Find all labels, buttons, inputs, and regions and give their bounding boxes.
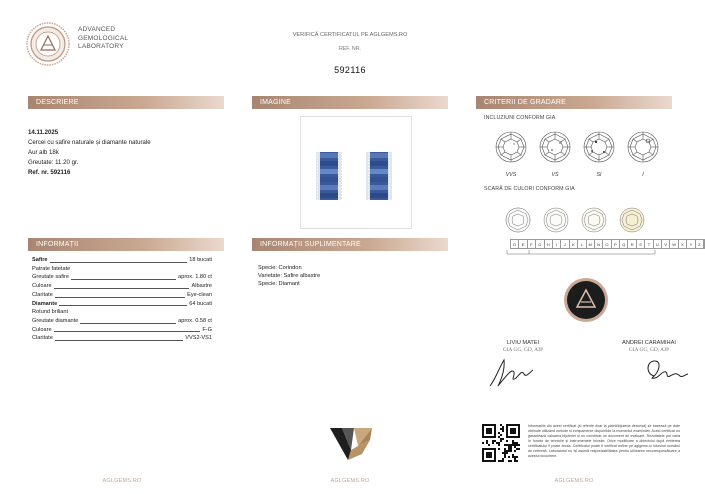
color-diagrams <box>504 206 664 238</box>
color-scale-grade: H <box>545 240 553 248</box>
lab-name-line: GEMOLOGICAL <box>78 34 129 42</box>
legal-text: Informațiile din acest certificat (și referite doar la piatră/bijuteria descrisă) se bazează pe date obținute utilizând metode și echipamente disponibile la momentul examinării. Acest certificat nu garantează valoarea bijuteriei și nu constituie un document de evaluare. Rezultatele pot varia în funcție de tehnicile și instrumentele folosite. Orice modificare a obiectului după emiterea certificatului îl poate anula. Certificatul poate fi verificat online pe aglgems.ro folosind numărul de referință. Laboratorul nu își asumă responsabilitatea pentru utilizarea necorespunzătoare a acestui document. <box>528 424 680 458</box>
description-line: Greutate: 11.20 gr. <box>28 159 79 166</box>
section-suplimentare: INFORMAȚII SUPLIMENTARE <box>252 238 448 251</box>
supplementary-line: Specie: Diamant <box>258 281 300 287</box>
product-image <box>300 116 412 229</box>
info-label: Culoare <box>32 283 52 290</box>
signature-credentials-1: GIA GG, GD, AJP <box>502 347 544 353</box>
inclusions-title: INCLUZIUNI CONFORM GIA <box>484 115 556 121</box>
info-label: Claritate <box>32 335 53 342</box>
verify-text: VERIFICĂ CERTIFICATUL PE AGLGEMS.RO <box>292 32 408 38</box>
certification-seal <box>563 277 609 323</box>
brand-logo-icon <box>328 426 374 462</box>
supplementary-line: Varietate: Safire albastre <box>258 273 321 279</box>
info-leader-line <box>54 331 201 332</box>
info-row <box>32 326 212 335</box>
inclusion-label-vvs: VVS <box>505 172 517 178</box>
color-scale-grade: O <box>603 240 611 248</box>
color-scale-grade: Z <box>696 240 704 248</box>
earrings-image <box>301 117 413 230</box>
info-row <box>32 300 212 309</box>
footer-website-center[interactable]: AGLGEMS.RO <box>330 478 370 484</box>
supplementary-line: Specie: Corindon <box>258 265 302 271</box>
color-scale-grade: F <box>528 240 536 248</box>
info-label: Rotund briliant <box>32 309 69 316</box>
info-row <box>32 317 212 326</box>
info-row <box>32 282 212 291</box>
info-row <box>32 256 212 265</box>
color-scale-grade: U <box>654 240 662 248</box>
info-value: Eye-clean <box>187 291 212 298</box>
description-line: Cercei cu safire naturale și diamante naturale <box>28 139 151 146</box>
info-value: aprox. 0.58 ct <box>178 317 212 324</box>
color-scale-bar <box>510 239 705 249</box>
footer-website-right[interactable]: AGLGEMS.RO <box>554 478 594 484</box>
info-label: Claritate <box>32 291 53 298</box>
lab-name-line: ADVANCED <box>78 26 116 33</box>
info-label: Patrate fatetate <box>32 265 71 272</box>
color-scale-grade: G <box>536 240 544 248</box>
info-leader-line <box>59 305 187 306</box>
info-value: VVS2-VS1 <box>185 335 212 342</box>
section-informatii: INFORMAȚII <box>28 238 224 251</box>
color-scale-grade: X <box>679 240 687 248</box>
color-scale-grade: K <box>570 240 578 248</box>
color-scale-grade: S <box>637 240 645 248</box>
info-row <box>32 291 212 300</box>
color-scale-bracket <box>506 250 656 256</box>
info-leader-line <box>55 340 183 341</box>
qr-code-icon <box>482 424 520 462</box>
color-scale-grade: Y <box>687 240 695 248</box>
color-scale-title: SCARĂ DE CULORI CONFORM GIA <box>484 186 575 192</box>
color-scale-grade: N <box>595 240 603 248</box>
lab-name <box>78 26 128 52</box>
inclusion-label-i: I <box>642 172 644 178</box>
signature-name-2: ANDREI CARAMIHAI <box>622 340 676 346</box>
inclusion-label-si: SI <box>596 172 602 178</box>
info-row <box>32 265 212 274</box>
info-leader-line <box>54 288 190 289</box>
signature-2 <box>640 356 690 386</box>
color-scale-grade: J <box>561 240 569 248</box>
color-scale-grade: R <box>628 240 636 248</box>
info-label: Greutate diamante <box>32 317 79 324</box>
color-scale-grade: I <box>553 240 561 248</box>
info-value: 64 bucati <box>189 300 212 307</box>
signature-name-1: LIVIU MATEI <box>506 340 540 346</box>
info-leader-line <box>80 323 176 324</box>
info-row <box>32 334 212 343</box>
ref-label: REF. NR. <box>338 46 362 52</box>
info-label: Culoare <box>32 326 52 333</box>
info-label: Safire <box>32 257 48 263</box>
info-label: Diamante <box>32 300 58 307</box>
info-leader-line <box>50 262 188 263</box>
color-scale-grade: P <box>612 240 620 248</box>
lab-name-line: LABORATORY <box>78 43 124 50</box>
info-value: 18 bucati <box>189 257 212 263</box>
color-scale-grade: D <box>511 240 519 248</box>
info-row <box>32 273 212 282</box>
description-line: Aur alb 18k <box>28 149 59 156</box>
footer-website-left[interactable]: AGLGEMS.RO <box>102 478 142 484</box>
inclusion-label-vs: VS <box>551 172 559 178</box>
color-scale-grade: E <box>519 240 527 248</box>
info-label: Greutate safire <box>32 274 69 281</box>
ref-number: 592116 <box>334 65 366 75</box>
info-list <box>32 256 212 343</box>
color-scale-grade: M <box>587 240 595 248</box>
info-value: aprox. 1.80 ct <box>178 274 212 281</box>
color-scale-grade: T <box>645 240 653 248</box>
color-scale-grade: W <box>670 240 678 248</box>
signature-1 <box>486 356 536 390</box>
info-row <box>32 308 212 317</box>
description-date: 14.11.2025 <box>28 129 59 136</box>
signature-credentials-2: GIA GG, GD, AJP <box>628 347 670 353</box>
info-value: Albastre <box>191 283 212 290</box>
section-imagine: IMAGINE <box>252 96 448 109</box>
section-criterii: CRITERII DE GRADARE <box>476 96 672 109</box>
description-ref: Ref. nr. 592116 <box>28 169 71 176</box>
info-leader-line <box>55 297 185 298</box>
color-scale-grade: Q <box>620 240 628 248</box>
color-scale-grade: L <box>578 240 586 248</box>
info-leader-line <box>71 279 176 280</box>
color-scale-grade: V <box>662 240 670 248</box>
lab-seal-logo <box>26 22 70 66</box>
inclusion-diagrams <box>494 130 664 170</box>
supplementary-block <box>258 264 320 288</box>
description-block <box>28 128 218 178</box>
section-descriere: DESCRIERE <box>28 96 224 109</box>
info-value: F-G <box>202 326 212 333</box>
